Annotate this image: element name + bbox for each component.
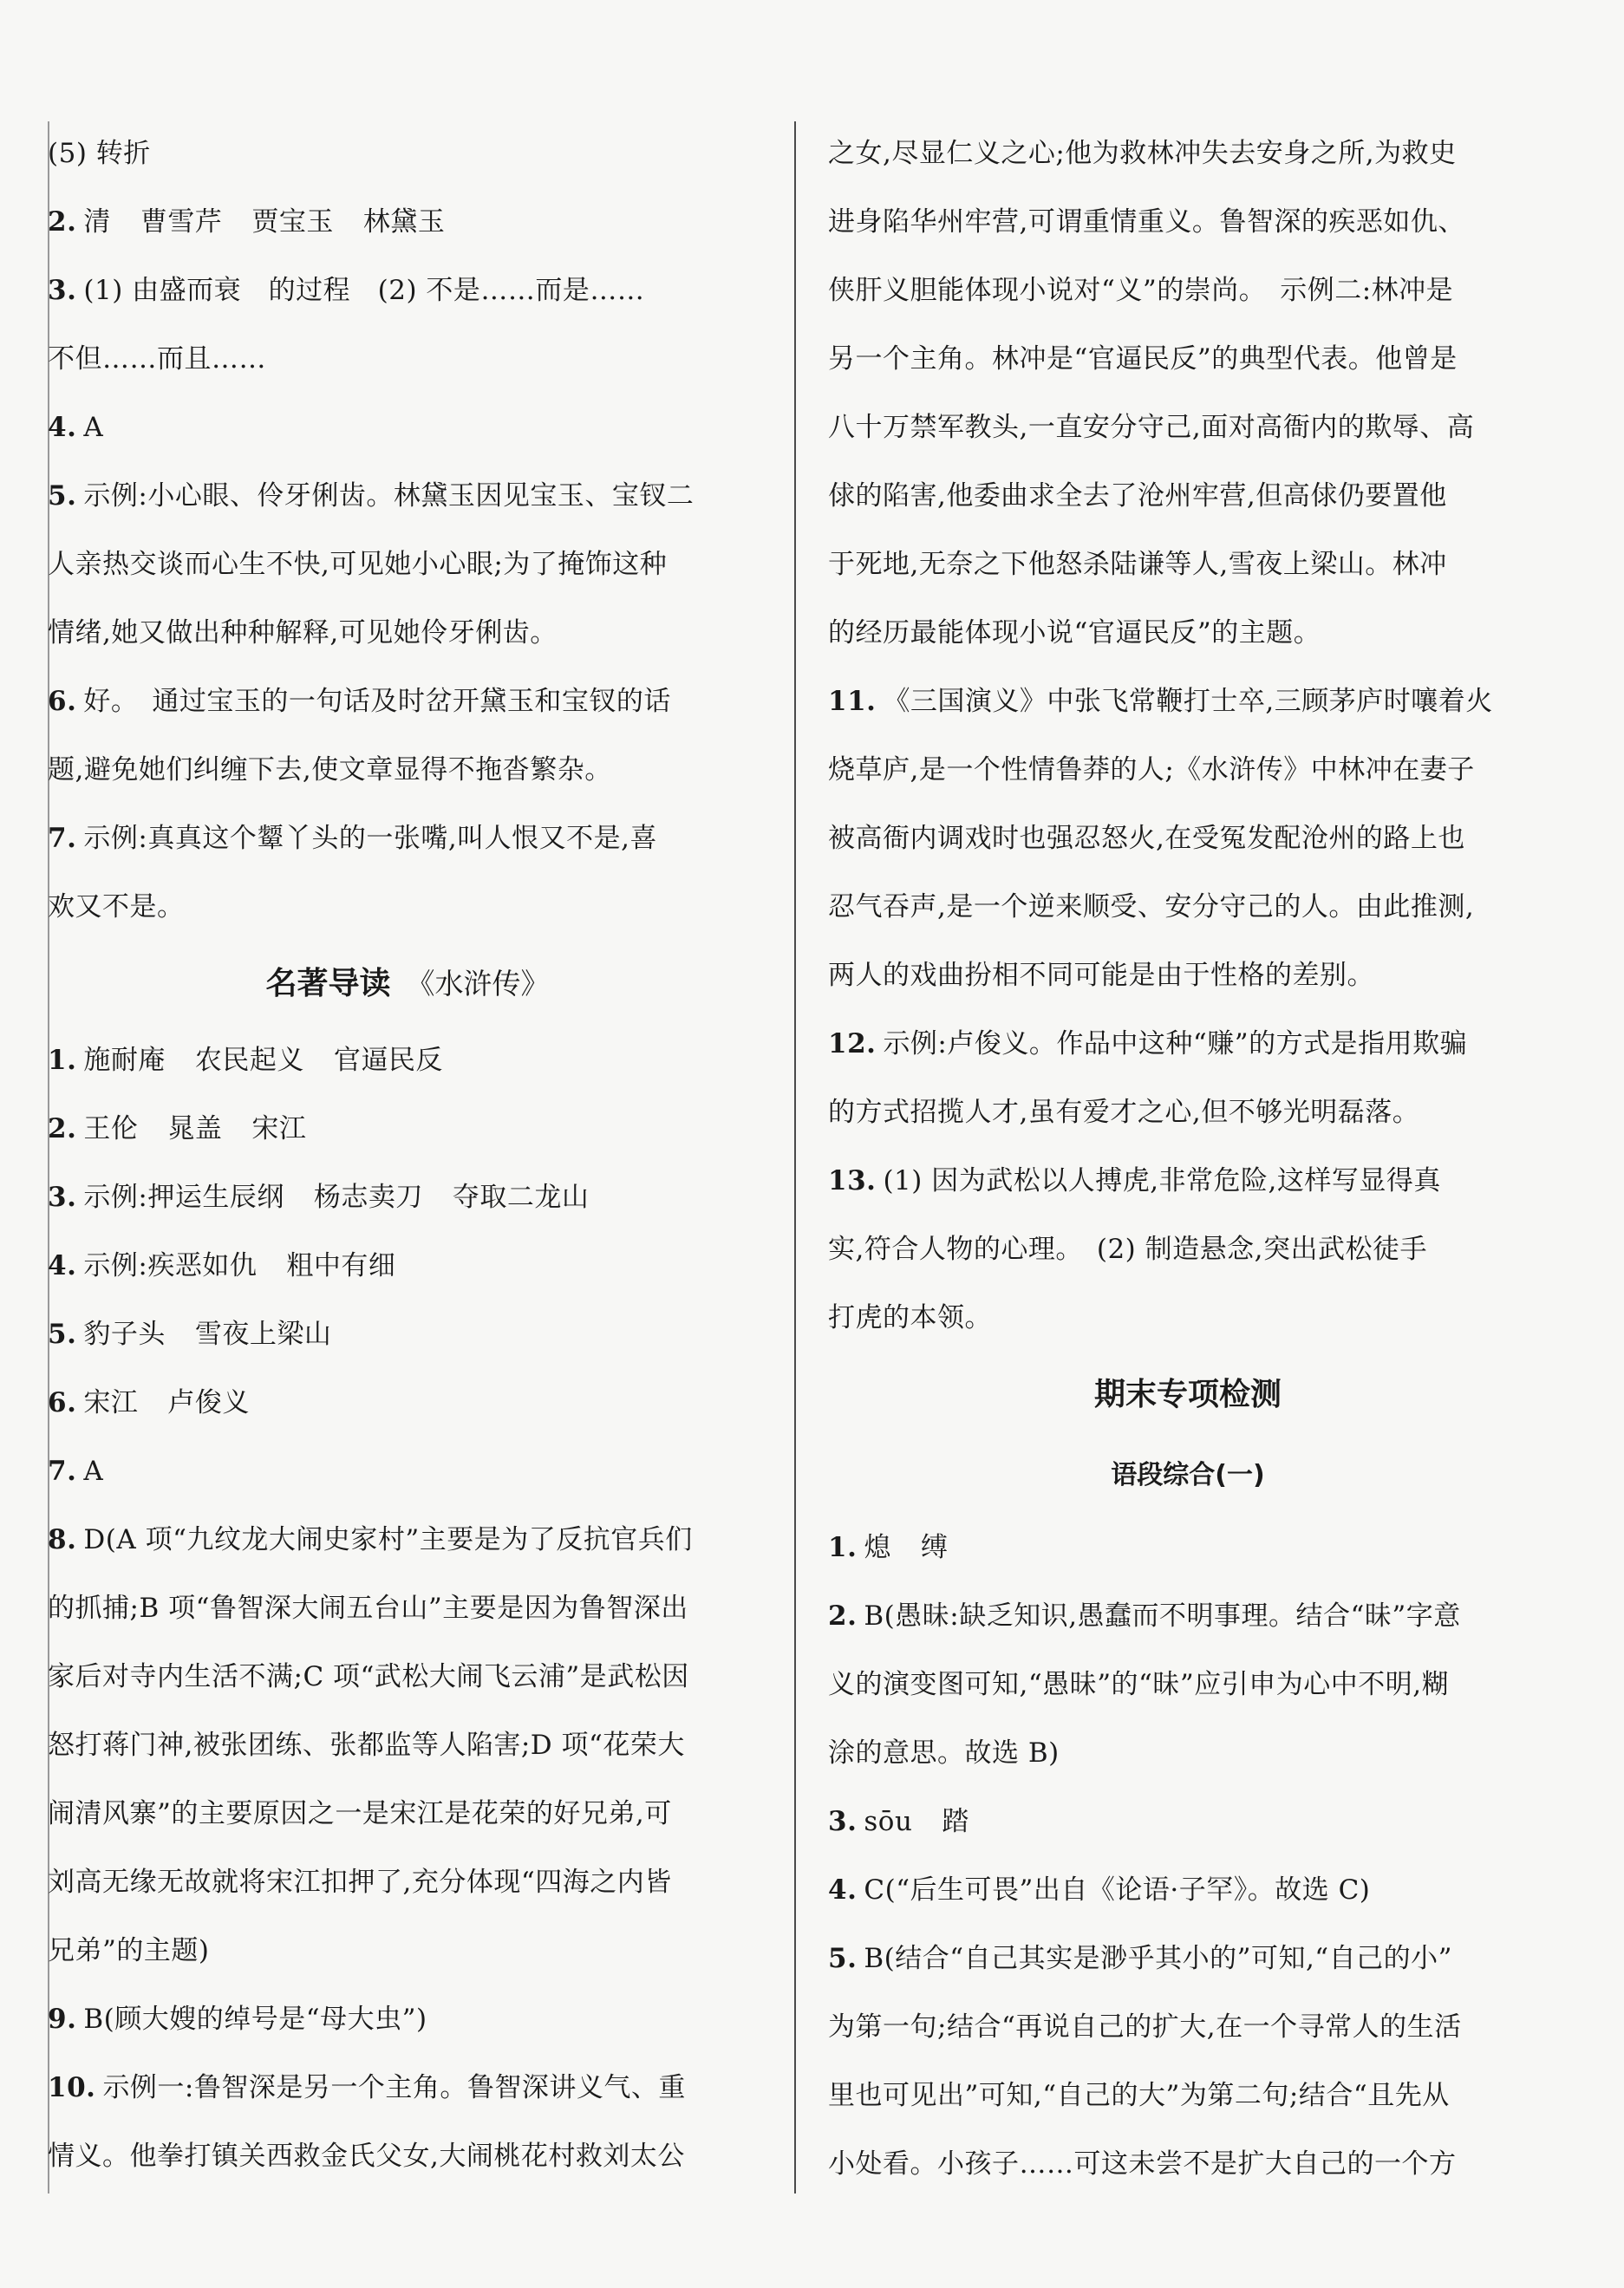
- answer-line: [828, 257, 1548, 325]
- answer-part: 踏: [942, 1806, 969, 1837]
- question-number: 3.: [48, 1182, 77, 1213]
- answer-text: 于死地,无奈之下他怒杀陆谦等人,雪夜上梁山。林冲: [828, 549, 1447, 580]
- answer-text: 义的演变图可知,“愚昧”的“昧”应引申为心中不明,糊: [828, 1669, 1450, 1700]
- answer-part: 宋江: [251, 1113, 307, 1144]
- answer-line: [828, 188, 1548, 257]
- answer-part: 清: [83, 206, 111, 238]
- answer-text: 忍气吞声,是一个逆来顺受、安分守己的人。由此推测,: [828, 891, 1475, 922]
- answer-line: [48, 1232, 767, 1300]
- question-number: 8.: [48, 1524, 77, 1555]
- answer-line: [48, 873, 767, 942]
- left-answers-block-1: [48, 120, 767, 942]
- column-divider: [794, 121, 796, 2193]
- answer-line: [828, 1010, 1548, 1079]
- answer-line: [48, 325, 767, 394]
- answer-line: [828, 1719, 1548, 1788]
- answer-part: 缚: [920, 1532, 949, 1563]
- answer-line: [828, 1216, 1548, 1284]
- answer-line: [48, 1643, 767, 1711]
- question-number: 11.: [828, 686, 877, 717]
- answer-text: 另一个主角。林冲是“官逼民反”的典型代表。他曾是: [828, 343, 1458, 375]
- answer-line: [828, 873, 1548, 942]
- answer-text: B(结合“自己其实是渺乎其小的”可知,“自己的小”: [864, 1943, 1452, 1974]
- answer-text: D(A 项“九纹龙大闹史家村”主要是为了反抗官兵们: [83, 1524, 693, 1555]
- section-title: 期末专项检测: [1093, 1377, 1282, 1412]
- answer-line: [828, 1582, 1548, 1651]
- answer-part: 施耐庵: [83, 1045, 166, 1076]
- answer-text: 示例一:鲁智深是另一个主角。鲁智深讲义气、重: [102, 2072, 686, 2103]
- answer-part: 晁盖: [167, 1113, 223, 1144]
- answer-line: [48, 736, 767, 805]
- answer-text: 示例:真真这个颦丫头的一张嘴,叫人恨又不是,喜: [83, 823, 658, 854]
- answer-line: [828, 1925, 1548, 1993]
- question-number: 9.: [48, 2004, 77, 2035]
- answer-line: [48, 1917, 767, 1985]
- question-number: 5.: [48, 1319, 77, 1350]
- answer-text: 实,符合人物的心理。 (2) 制造悬念,突出武松徒手: [828, 1234, 1427, 1265]
- subsection-heading: [828, 1437, 1548, 1514]
- answer-line: [828, 599, 1548, 668]
- question-number: 13.: [828, 1165, 877, 1196]
- question-number: 3.: [48, 275, 77, 306]
- left-column: [48, 120, 767, 2191]
- answer-text: 刘高无缘无故就将宋江扣押了,充分体现“四海之内皆: [48, 1867, 672, 1898]
- answer-text: 的方式招揽人才,虽有爱才之心,但不够光明磊落。: [828, 1097, 1420, 1128]
- answer-text: 进身陷华州牢营,可谓重情重义。鲁智深的疾恶如仇、: [828, 206, 1465, 238]
- answer-part: 粗中有细: [286, 1250, 396, 1281]
- section-book-title: 《水浒传》: [406, 967, 550, 1001]
- answer-part: 熄: [864, 1532, 891, 1563]
- answer-text: B(愚昧:缺乏知识,愚蠢而不明事理。结合“昧”字意: [864, 1600, 1461, 1632]
- section-heading-water-margin: [48, 942, 767, 1027]
- answer-line: [828, 805, 1548, 873]
- answer-part: 贾宝玉: [251, 206, 334, 238]
- answer-part: 示例:疾恶如仇: [83, 1250, 258, 1281]
- answer-line: [828, 2062, 1548, 2130]
- question-number: 3.: [828, 1806, 858, 1837]
- question-number: 5.: [48, 480, 77, 512]
- answer-line: [828, 1788, 1548, 1856]
- question-number: 2.: [828, 1600, 858, 1632]
- answer-part: 卢俊义: [167, 1387, 250, 1418]
- right-answers-block-2: [828, 1514, 1548, 2199]
- answer-line: [48, 2122, 767, 2191]
- answer-text: (1) 因为武松以人搏虎,非常危险,这样写显得真: [883, 1165, 1441, 1196]
- answer-part: sōu: [864, 1806, 913, 1837]
- answer-line: [828, 394, 1548, 462]
- answer-line: [48, 2054, 767, 2122]
- answer-part: 杨志卖刀: [313, 1182, 423, 1213]
- answer-text: 的抓捕;B 项“鲁智深大闹五台山”主要是因为鲁智深出: [48, 1593, 688, 1624]
- answer-text: 为第一句;结合“再说自己的扩大,在一个寻常人的生活: [828, 2011, 1462, 2043]
- answer-line: [48, 257, 767, 325]
- answer-text: 里也可见出”可知,“自己的大”为第二句;结合“且先从: [828, 2080, 1450, 2111]
- question-number: 4.: [48, 1250, 77, 1281]
- answer-line: [48, 1506, 767, 1574]
- answer-line: [48, 1985, 767, 2054]
- answer-line: [828, 325, 1548, 394]
- answer-text: 家后对寺内生活不满;C 项“武松大闹飞云浦”是武松因: [48, 1661, 689, 1692]
- answer-text: 烧草庐,是一个性情鲁莽的人;《水浒传》中林冲在妻子: [828, 754, 1475, 785]
- answer-line: [48, 120, 767, 188]
- question-number: 1.: [828, 1532, 858, 1563]
- question-number: 4.: [48, 412, 77, 443]
- answer-part: 王伦: [83, 1113, 139, 1144]
- answer-part: 官逼民反: [333, 1045, 443, 1076]
- answer-line: [828, 1079, 1548, 1147]
- answer-text: A: [83, 1456, 104, 1487]
- answer-part: 农民起义: [194, 1045, 304, 1076]
- answer-text: 示例:小心眼、伶牙俐齿。林黛玉因见宝玉、宝钗二: [83, 480, 695, 512]
- answer-text: 示例:卢俊义。作品中这种“赚”的方式是指用欺骗: [883, 1028, 1468, 1059]
- answer-text: 之女,尽显仁义之心;他为救林冲失去安身之所,为救史: [828, 138, 1457, 169]
- question-number: 4.: [828, 1874, 858, 1906]
- answer-line: [828, 1856, 1548, 1925]
- section-heading-final-test: [828, 1353, 1548, 1437]
- question-number: 2.: [48, 206, 77, 238]
- answer-line: [828, 1514, 1548, 1582]
- answer-line: [48, 1437, 767, 1506]
- answer-text: 的经历最能体现小说“官逼民反”的主题。: [828, 617, 1321, 649]
- answer-line: [48, 1164, 767, 1232]
- question-number: 7.: [48, 1456, 77, 1487]
- answer-line: [48, 599, 767, 668]
- answer-text: 闹清风寨”的主要原因之一是宋江是花荣的好兄弟,可: [48, 1798, 672, 1829]
- answer-text: (1) 由盛而衰 的过程 (2) 不是……而是……: [83, 275, 645, 306]
- answer-line: [48, 1711, 767, 1780]
- section-title: 名著导读: [265, 966, 391, 1001]
- answer-line: [828, 1284, 1548, 1353]
- answer-part: 宋江: [83, 1387, 139, 1418]
- answer-text: 不但……而且……: [48, 343, 266, 375]
- subsection-title: 语段综合(一): [1111, 1460, 1265, 1490]
- left-answers-block-2: [48, 1027, 767, 2191]
- answer-line: [48, 1027, 767, 1095]
- right-column: [828, 120, 1548, 2199]
- answer-line: [48, 1780, 767, 1848]
- answer-text: A: [83, 412, 104, 443]
- answer-line: [48, 1574, 767, 1643]
- answer-text: 怒打蒋门神,被张团练、张都监等人陷害;D 项“花荣大: [48, 1730, 685, 1761]
- answer-line: [48, 394, 767, 462]
- answer-text: 人亲热交谈而心生不快,可见她小心眼;为了掩饰这种: [48, 549, 668, 580]
- right-answers-block-1: [828, 120, 1548, 1353]
- question-number: 1.: [48, 1045, 77, 1076]
- answer-part: 曹雪芹: [140, 206, 223, 238]
- answer-text: 两人的戏曲扮相不同可能是由于性格的差别。: [828, 960, 1374, 991]
- answer-line: [828, 1993, 1548, 2062]
- answer-line: [48, 1848, 767, 1917]
- answer-text: 打虎的本领。: [828, 1302, 992, 1333]
- question-number: 12.: [828, 1028, 877, 1059]
- answer-text: 《三国演义》中张飞常鞭打士卒,三顾茅庐时嚷着火: [883, 686, 1493, 717]
- question-number: 6.: [48, 686, 77, 717]
- answer-line: [48, 1095, 767, 1164]
- answer-line: [828, 462, 1548, 531]
- answer-part: 雪夜上梁山: [194, 1319, 332, 1350]
- question-number: 5.: [828, 1943, 858, 1974]
- answer-line: [48, 1300, 767, 1369]
- answer-line: [48, 531, 767, 599]
- answer-part: 豹子头: [83, 1319, 166, 1350]
- answer-line: [828, 531, 1548, 599]
- question-number: 7.: [48, 823, 77, 854]
- answer-line: [828, 1147, 1548, 1216]
- question-number: 2.: [48, 1113, 77, 1144]
- answer-text: 俅的陷害,他委曲求全去了沧州牢营,但高俅仍要置他: [828, 480, 1447, 512]
- answer-line: [48, 462, 767, 531]
- answer-line: [828, 736, 1548, 805]
- answer-line: [48, 188, 767, 257]
- answer-text: 欢又不是。: [48, 891, 185, 922]
- answer-part: 示例:押运生辰纲: [83, 1182, 284, 1213]
- answer-text: 题,避免她们纠缠下去,使文章显得不拖沓繁杂。: [48, 754, 612, 785]
- answer-text: 侠肝义胆能体现小说对“义”的崇尚。 示例二:林冲是: [828, 275, 1454, 306]
- answer-text: 被高衙内调戏时也强忍怒火,在受冤发配沧州的路上也: [828, 823, 1465, 854]
- answer-text: 兄弟”的主题): [48, 1935, 210, 1966]
- answer-text: 八十万禁军教头,一直安分守己,面对高衙内的欺辱、高: [828, 412, 1475, 443]
- answer-text: (5) 转折: [48, 138, 151, 169]
- answer-line: [48, 1369, 767, 1437]
- answer-text: 涂的意思。故选 B): [828, 1737, 1060, 1769]
- answer-line: [48, 805, 767, 873]
- answer-text: C(“后生可畏”出自《论语·子罕》。故选 C): [864, 1874, 1371, 1906]
- answer-text: 情义。他拳打镇关西救金氏父女,大闹桃花村救刘太公: [48, 2141, 685, 2172]
- answer-text: B(顾大嫂的绰号是“母大虫”): [83, 2004, 427, 2035]
- question-number: 10.: [48, 2072, 96, 2103]
- answer-line: [48, 668, 767, 736]
- answer-line: [828, 942, 1548, 1010]
- answer-text: 小处看。小孩子……可这未尝不是扩大自己的一个方: [828, 2148, 1457, 2180]
- answer-line: [828, 1651, 1548, 1719]
- answer-text: 好。 通过宝玉的一句话及时岔开黛玉和宝钗的话: [83, 686, 671, 717]
- answer-part: 夺取二龙山: [452, 1182, 590, 1213]
- answer-line: [828, 668, 1548, 736]
- question-number: 6.: [48, 1387, 77, 1418]
- answer-line: [828, 120, 1548, 188]
- answer-text: 情绪,她又做出种种解释,可见她伶牙俐齿。: [48, 617, 558, 649]
- answer-line: [828, 2130, 1548, 2199]
- answer-part: 林黛玉: [362, 206, 446, 238]
